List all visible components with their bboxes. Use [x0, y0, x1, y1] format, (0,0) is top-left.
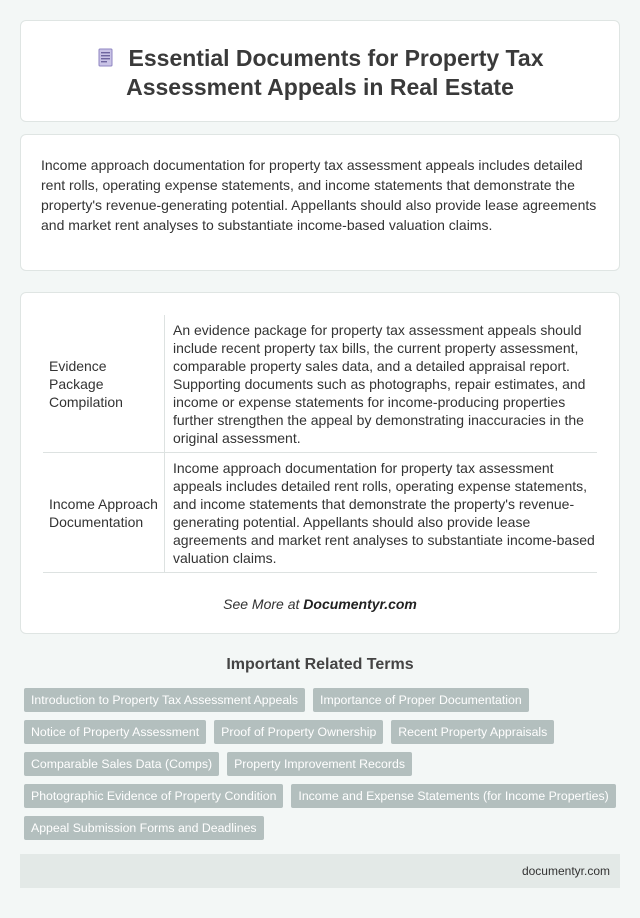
title-card: [20, 20, 620, 122]
summary-card: [20, 134, 620, 271]
footer-site-link[interactable]: documentyr.com: [521, 864, 610, 878]
footer: [20, 854, 620, 888]
related-term-tag[interactable]: Recent Property Appraisals: [391, 720, 554, 744]
page-title-text: Essential Documents for Property Tax Assessment Appeals in Real Estate: [126, 45, 544, 100]
related-terms-tags: [24, 688, 624, 840]
related-term-tag[interactable]: Notice of Property Assessment: [24, 720, 206, 744]
related-term-tag[interactable]: Introduction to Property Tax Assessment Appeals: [24, 688, 305, 712]
related-term-tag[interactable]: Property Improvement Records: [227, 752, 412, 776]
related-term-tag[interactable]: Photographic Evidence of Property Condition: [24, 784, 283, 808]
row-label: Income Approach Documentation: [43, 453, 165, 572]
row-description: Income approach documentation for property tax assessment appeals includes detailed rent rolls, operating expense statements, and income statements that demonstrate the property's revenue-generating potential. Appellants should also provide lease agreements and market rent analyses to substantiate income-based valuation claims.: [173, 459, 595, 566]
related-term-tag[interactable]: Income and Expense Statements (for Income Properties): [291, 784, 615, 808]
see-more-link[interactable]: Documentyr.com: [303, 596, 417, 612]
document-icon: [97, 46, 115, 66]
summary-text: Income approach documentation for property tax assessment appeals includes detailed rent rolls, operating expense statements, and income statements that demonstrate the property's revenue-generating potential. Appellants should also provide lease agreements and market rent analyses to substantiate income-based valuation claims.: [41, 157, 597, 233]
related-term-tag[interactable]: Proof of Property Ownership: [214, 720, 383, 744]
row-label: Evidence Package Compilation: [43, 315, 165, 452]
related-term-tag[interactable]: Importance of Proper Documentation: [313, 688, 529, 712]
table-row: [43, 315, 597, 453]
related-terms-heading: Important Related Terms: [226, 656, 414, 673]
table-row: [43, 453, 597, 573]
related-term-tag[interactable]: Appeal Submission Forms and Deadlines: [24, 816, 264, 840]
row-description: An evidence package for property tax assessment appeals should include recent property tax bills, the current property assessment, comparable property sales data, and a detailed appraisal report. Supporting documents such as photographs, repair estimates, and income or expense statements for income-producing properties further strengthen the appeal by demonstrating inaccuracies in the original assessment.: [173, 321, 586, 446]
see-more-prefix: See More at: [223, 596, 304, 612]
page-title: [61, 44, 579, 102]
documents-table: [20, 292, 620, 634]
related-term-tag[interactable]: Comparable Sales Data (Comps): [24, 752, 219, 776]
see-more: [21, 596, 619, 612]
